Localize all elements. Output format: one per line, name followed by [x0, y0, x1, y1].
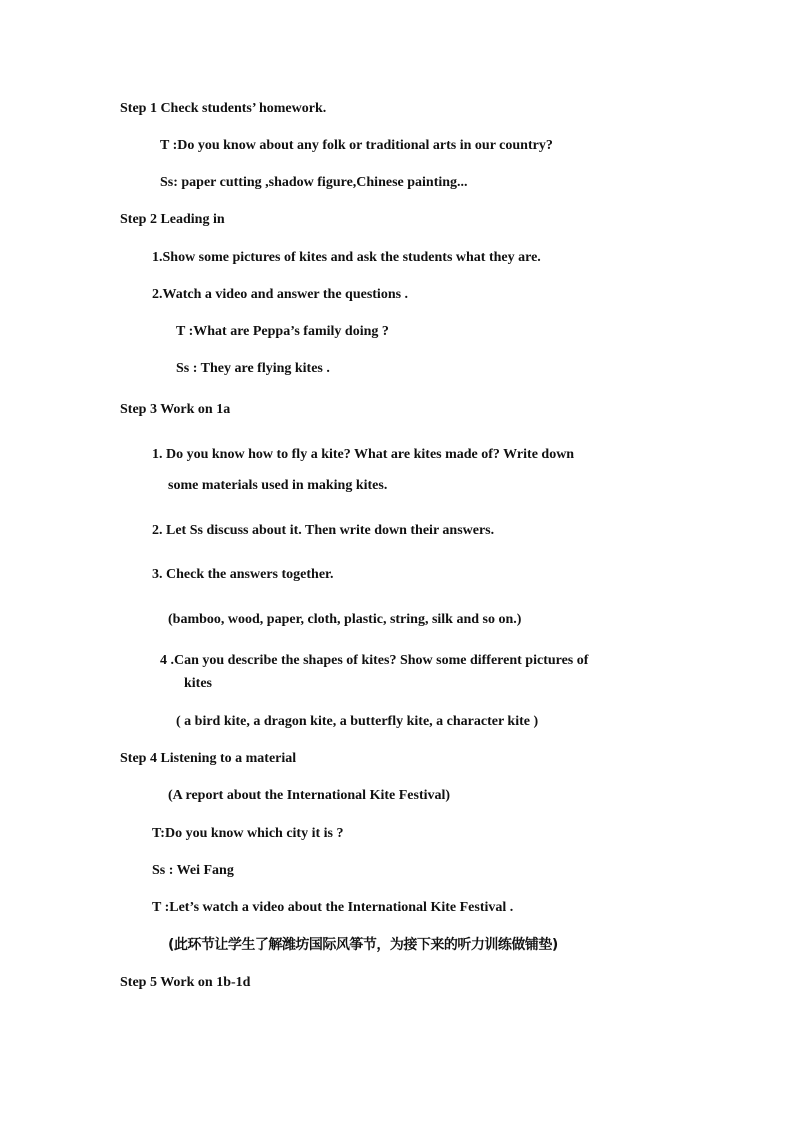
step-3-heading: Step 3 Work on 1a: [120, 402, 231, 417]
materials-list: (bamboo, wood, paper, cloth, plastic, string, silk and so on.): [168, 612, 522, 627]
step-3-item-1-line-1: 1. Do you know how to fly a kite? What are kites made of? Write down: [152, 447, 575, 462]
step-2-item-1: 1.Show some pictures of kites and ask the students what they are.: [152, 250, 541, 265]
step-3-item-4-line-2: kites: [184, 676, 212, 691]
step-4-heading: Step 4 Listening to a material: [120, 751, 297, 766]
step-2-heading: Step 2 Leading in: [120, 212, 225, 227]
teacher-question-city: T:Do you know which city it is ?: [152, 826, 344, 841]
step-5-heading: Step 5 Work on 1b-1d: [120, 975, 251, 990]
step-2-item-2: 2.Watch a video and answer the questions .: [152, 287, 409, 302]
step-3-item-1-line-2: some materials used in making kites.: [168, 478, 388, 493]
step-1-heading: Step 1 Check students’ homework.: [120, 101, 327, 116]
teacher-question-peppa: T :What are Peppa’s family doing ?: [176, 324, 389, 339]
students-answer-peppa: Ss : They are flying kites .: [176, 361, 330, 376]
step-3-item-3: 3. Check the answers together.: [152, 567, 334, 582]
kite-shapes-list: ( a bird kite, a dragon kite, a butterfly kite, a character kite ): [176, 714, 539, 729]
teacher-instruction-video: T :Let’s watch a video about the International Kite Festival .: [152, 900, 514, 915]
listening-material-description: (A report about the International Kite Festival): [168, 788, 451, 803]
step-3-item-4-line-1: 4 .Can you describe the shapes of kites? Show some different pictures of: [160, 653, 589, 668]
students-answer-city: Ss : Wei Fang: [152, 863, 234, 878]
students-answer-folk-arts: Ss: paper cutting ,shadow figure,Chinese painting...: [160, 175, 468, 190]
step-3-item-2: 2. Let Ss discuss about it. Then write down their answers.: [152, 523, 495, 538]
chinese-note: (此环节让学生了解潍坊国际风筝节，为接下来的听力训练做铺垫): [168, 937, 558, 953]
teacher-question-folk-arts: T :Do you know about any folk or traditional arts in our country?: [160, 138, 553, 153]
